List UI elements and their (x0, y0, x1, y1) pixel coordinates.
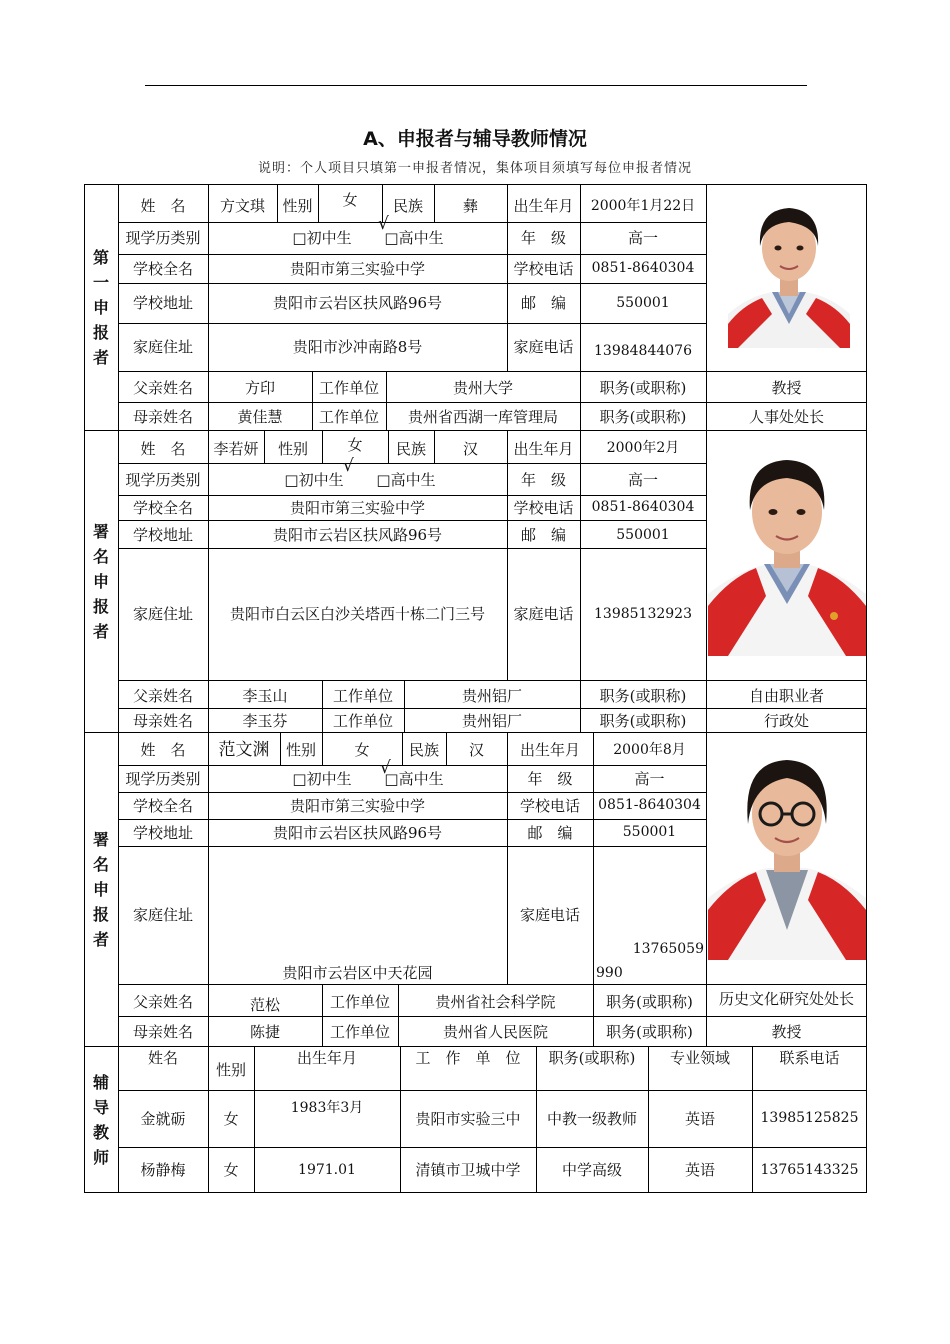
applicant3-father-unit: 贵州省社会科学院 (435, 992, 556, 1011)
check-mark: √ (343, 456, 354, 476)
applicant3-mother-unit: 贵州省人民医院 (442, 1023, 548, 1041)
label-school-phone: 学校电话 (513, 498, 574, 517)
option-junior: □初中生 (292, 769, 352, 788)
option-junior: □初中生 (284, 471, 344, 489)
label-grade: 年 级 (520, 471, 566, 489)
option-senior: □高中生 (384, 769, 444, 788)
label-gender: 性别 (285, 741, 316, 759)
label-name: 姓 名 (140, 439, 186, 458)
label-mother: 母亲姓名 (132, 408, 193, 426)
label-birth: 出生年月 (513, 439, 574, 458)
applicant1-name: 方文琪 (219, 197, 265, 215)
label-postcode: 邮 编 (520, 526, 566, 544)
teacher-2-position: 中学高级 (561, 1161, 622, 1179)
teacher-2-birth: 1971.01 (298, 1161, 356, 1178)
applicant1-school: 贵阳市第三实验中学 (289, 259, 425, 278)
applicant1-father-unit: 贵州大学 (452, 379, 513, 397)
applicant1-home-phone: 13984844076 (594, 342, 692, 359)
label-position: 职务(或职称) (606, 1023, 693, 1041)
applicant3-photo (708, 750, 866, 960)
label-school-addr: 学校地址 (132, 526, 193, 544)
applicant2-mother-position: 行政处 (763, 712, 809, 730)
label-father: 父亲姓名 (132, 379, 193, 397)
label-father: 父亲姓名 (132, 992, 193, 1011)
teacher-1-birth: 1983年3月 (290, 1099, 364, 1116)
applicant3-birth: 2000年8月 (613, 741, 686, 758)
label-school-addr: 学校地址 (132, 823, 193, 842)
label-home-addr: 家庭住址 (132, 338, 193, 356)
label-mother: 母亲姓名 (132, 1023, 193, 1041)
applicant2-father-unit: 贵州铝厂 (461, 686, 522, 705)
label-mother: 母亲姓名 (132, 712, 193, 730)
label-gender: 性别 (282, 197, 313, 215)
label-name: 姓 名 (140, 741, 186, 759)
applicant1-birth: 2000年1月22日 (590, 197, 696, 214)
applicant2-postcode: 550001 (616, 526, 670, 543)
header-rule (145, 85, 807, 86)
label-school-phone: 学校电话 (513, 259, 574, 278)
teacher-2-gender: 女 (223, 1161, 239, 1179)
teacher-header-birth: 出生年月 (296, 1049, 357, 1067)
label-grade: 年 级 (527, 769, 573, 788)
applicant1-father-position: 教授 (771, 379, 802, 397)
label-work-unit: 工作单位 (332, 712, 393, 730)
applicant3-school-addr: 贵阳市云岩区扶风路96号 (272, 823, 443, 842)
label-home-phone: 家庭电话 (519, 906, 580, 924)
teacher-2-unit: 清镇市卫城中学 (415, 1161, 521, 1179)
label-edu-type: 现学历类别 (125, 769, 201, 788)
applicant1-mother-unit: 贵州省西湖一库管理局 (407, 408, 558, 426)
applicant1-grade: 高一 (627, 229, 658, 247)
label-school-addr: 学校地址 (132, 294, 193, 312)
label-school: 学校全名 (132, 498, 193, 517)
applicant2-father-position: 自由职业者 (748, 686, 824, 705)
instruction-note: 说明：个人项目只填第一申报者情况，集体项目须填写每位申报者情况 (257, 161, 692, 176)
applicant1-mother: 黄佳慧 (237, 408, 283, 426)
teacher-header-gender: 性别 (215, 1061, 246, 1079)
applicant1-mother-position: 人事处处长 (748, 408, 824, 426)
applicant3-school: 贵阳市第三实验中学 (289, 796, 425, 815)
applicant1-school-addr: 贵阳市云岩区扶风路96号 (272, 294, 443, 312)
label-home-phone: 家庭电话 (513, 338, 574, 356)
applicant2-gender: 女 (347, 435, 363, 454)
applicant3-gender: 女 (354, 741, 370, 759)
label-ethnicity: 民族 (395, 439, 426, 458)
option-junior: □初中生 (292, 229, 352, 247)
applicant2-home-addr: 贵阳市白云区白沙关塔西十栋二门三号 (229, 605, 485, 623)
applicant1-father: 方印 (244, 379, 275, 397)
check-mark: √ (378, 214, 389, 234)
option-senior: □高中生 (376, 471, 436, 489)
label-school: 学校全名 (132, 796, 193, 815)
label-work-unit: 工作单位 (318, 408, 379, 426)
page-title: A、申报者与辅导教师情况 (363, 128, 587, 150)
label-work-unit: 工作单位 (329, 992, 390, 1011)
applicant3-home-phone-a: 13765059 (632, 940, 704, 957)
label-position: 职务(或职称) (599, 379, 687, 397)
applicant3-father-position: 历史文化研究处处长 (718, 989, 854, 1008)
label-ethnicity: 民族 (408, 741, 439, 759)
teacher-1-unit: 贵阳市实验三中 (415, 1109, 521, 1128)
applicant3-home-phone-b: 990 (596, 964, 623, 981)
label-postcode: 邮 编 (520, 294, 566, 312)
applicant3-name: 范文渊 (218, 739, 270, 760)
teacher-2-name: 杨静梅 (140, 1161, 186, 1179)
teacher-header-position: 职务(或职称) (548, 1049, 636, 1067)
label-edu-type: 现学历类别 (125, 471, 201, 489)
applicant3-mother-position: 教授 (771, 1023, 802, 1041)
applicant3-school-phone: 0851-8640304 (598, 797, 701, 814)
teacher-1-field: 英语 (684, 1109, 715, 1128)
label-postcode: 邮 编 (527, 823, 573, 842)
label-home-addr: 家庭住址 (132, 906, 193, 924)
label-ethnicity: 民族 (392, 197, 423, 215)
applicant1-gender: 女 (342, 191, 358, 209)
section-label-third: 署名申报者 (92, 829, 109, 949)
applicant2-home-phone: 13985132923 (594, 605, 692, 622)
label-home-addr: 家庭住址 (132, 605, 193, 623)
label-position: 职务(或职称) (599, 408, 687, 426)
label-position: 职务(或职称) (599, 686, 687, 705)
label-school: 学校全名 (132, 259, 193, 278)
label-gender: 性别 (277, 439, 308, 458)
label-birth: 出生年月 (519, 741, 580, 759)
teacher-header-unit: 工 作 单 位 (415, 1049, 521, 1067)
option-senior: □高中生 (384, 229, 444, 247)
label-position: 职务(或职称) (606, 992, 693, 1011)
applicant2-school: 贵阳市第三实验中学 (289, 498, 425, 517)
label-work-unit: 工作单位 (318, 379, 379, 397)
teacher-header-field: 专业领域 (669, 1049, 730, 1067)
applicant2-grade: 高一 (627, 471, 658, 489)
teacher-1-position: 中教一级教师 (546, 1109, 637, 1128)
applicant2-mother: 李玉芬 (242, 712, 288, 730)
applicant2-name: 李若妍 (213, 439, 259, 458)
teacher-2-field: 英语 (684, 1161, 715, 1179)
teacher-1-gender: 女 (223, 1109, 239, 1128)
label-work-unit: 工作单位 (329, 1023, 390, 1041)
applicant1-ethnicity: 彝 (462, 197, 478, 215)
applicant2-birth: 2000年2月 (606, 440, 680, 457)
applicant1-school-phone: 0851-8640304 (591, 260, 695, 277)
applicant2-school-addr: 贵阳市云岩区扶风路96号 (272, 526, 443, 544)
applicant1-postcode: 550001 (616, 294, 670, 311)
section-label-first: 第一申报者 (92, 247, 109, 367)
applicant2-school-phone: 0851-8640304 (591, 499, 695, 516)
applicant2-ethnicity: 汉 (462, 439, 478, 458)
teacher-header-name: 姓名 (147, 1049, 178, 1067)
applicant3-home-addr: 贵阳市云岩区中天花园 (282, 964, 433, 982)
check-mark: √ (380, 758, 391, 778)
teacher-header-phone: 联系电话 (779, 1049, 840, 1067)
applicant3-ethnicity: 汉 (468, 741, 484, 759)
applicant3-mother: 陈捷 (249, 1023, 280, 1041)
applicant3-grade: 高一 (634, 769, 665, 788)
label-work-unit: 工作单位 (332, 686, 393, 705)
applicant3-postcode: 550001 (622, 824, 677, 841)
applicant2-father: 李玉山 (242, 686, 288, 705)
teacher-1-phone: 13985125825 (760, 1110, 859, 1127)
section-label-second: 署名申报者 (92, 521, 109, 641)
section-label-teachers: 辅导教师 (92, 1072, 109, 1167)
applicant2-mother-unit: 贵州铝厂 (461, 712, 522, 730)
applicant1-home-addr: 贵阳市沙冲南路8号 (292, 338, 423, 356)
label-edu-type: 现学历类别 (125, 229, 201, 247)
applicant3-father: 范松 (249, 995, 280, 1014)
label-home-phone: 家庭电话 (513, 605, 574, 623)
applicant1-photo (728, 196, 850, 348)
label-grade: 年 级 (520, 229, 566, 247)
label-birth: 出生年月 (513, 197, 574, 215)
label-position: 职务(或职称) (599, 712, 687, 730)
label-father: 父亲姓名 (132, 686, 193, 705)
label-school-phone: 学校电话 (519, 796, 580, 815)
teacher-1-name: 金就砺 (140, 1109, 186, 1128)
applicant2-photo (708, 446, 866, 656)
label-name: 姓 名 (140, 197, 186, 215)
teacher-2-phone: 13765143325 (760, 1161, 859, 1178)
